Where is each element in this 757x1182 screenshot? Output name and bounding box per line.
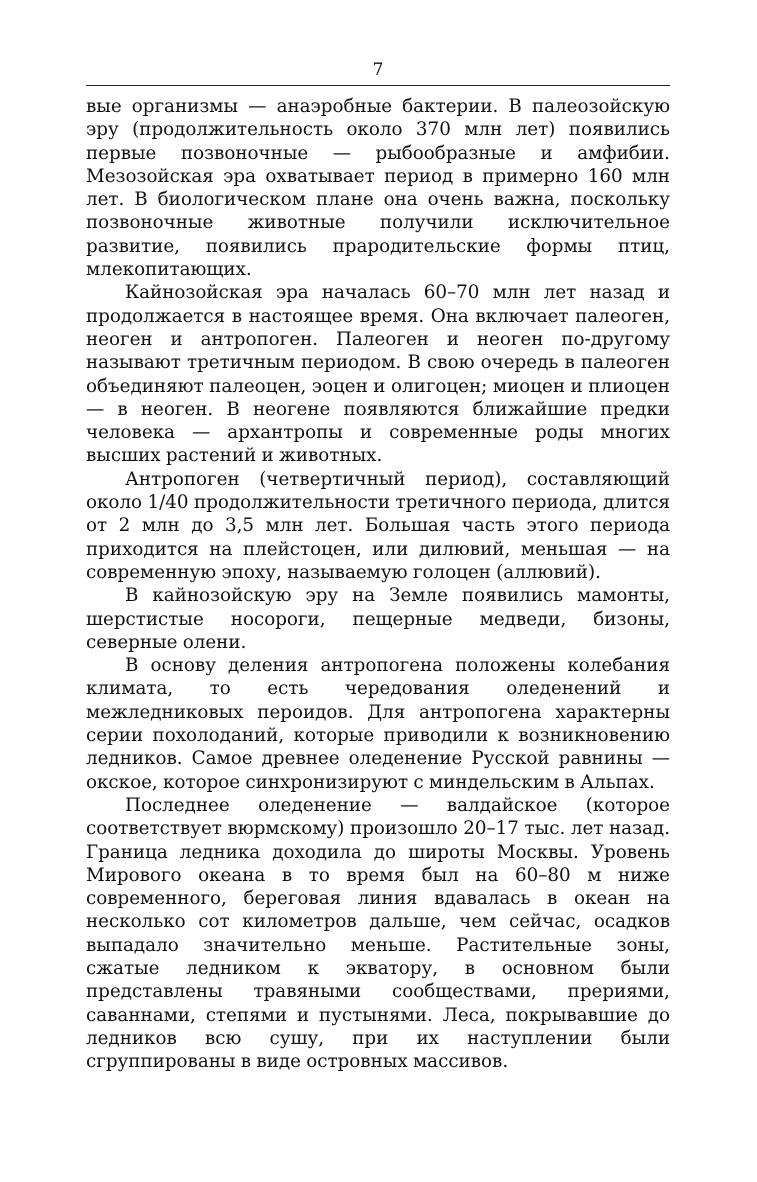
paragraph-climate: В основу деления антропогена положены колебания климата, то есть чередования оледенений и межледниковых пероидов. Для антропогена характерны серии похолоданий, которые приводили к возникновению ледников. Самое древнее оледенение Русской равнины — окское, которое синхронизируют с миндельским в Альпах. <box>86 655 670 793</box>
paragraph-fauna: В кайнозойскую эру на Земле появились мамонты, шерстистые носороги, пещерные медведи, бизоны, северные олени. <box>86 585 670 653</box>
paragraph-cenozoic-era: Кайнозойская эра началась 60–70 млн лет назад и продолжается в настоящее время. Она включает палеоген, неоген и антропоген. Палеоген и неоген по-другому называют третичным периодом. В свою очередь в палеоген объединяют палеоцен, эоцен и олигоцен; миоцен и плиоцен — в неоген. В неогене появляются ближайшие предки человека — архантропы и современные роды многих высших растений и животных. <box>86 282 670 467</box>
paragraph-anthropogene: Антропоген (четвертичный период), составляющий около 1/40 продолжительности третичного периода, длится от 2 млн до 3,5 млн лет. Большая часть этого периода приходится на плейстоцен, или дилювий, меньшая — на современную эпоху, называемую голоцен (аллювий). <box>86 468 670 583</box>
text-body <box>86 95 670 1073</box>
paragraph-continued: вые организмы — анаэробные бактерии. В палеозойскую эру (продолжительность около 370 млн лет) появились первые позвоночные — рыбообразные и амфибии. Мезозойская эра охватывает период в примерно 160 млн лет. В биологическом плане она очень важна, поскольку позвоночные животные получили исключительное развитие, появились прародительские формы птиц, млекопитающих. <box>86 96 670 281</box>
header-rule <box>86 85 670 86</box>
paragraph-last-glaciation: Последнее оледенение — валдайское (которое соответствует вюрмскому) произошло 20–17 тыс. лет назад. Граница ледника доходила до широты Москвы. Уровень Мирового океана в то время был на 60–80 м ниже современного, береговая линия вдавалась в океан на несколько сот километров дальше, чем сейчас, осадков выпадало значительно меньше. Растительные зоны, сжатые ледником к экватору, в основном были представлены травяными сообществами, прериями, саваннами, степями и пустынями. Леса, покрывавшие до ледников всю сушу, при их наступлении были сгруппированы в виде островных массивов. <box>86 794 670 1073</box>
page-number: 7 <box>372 60 384 80</box>
